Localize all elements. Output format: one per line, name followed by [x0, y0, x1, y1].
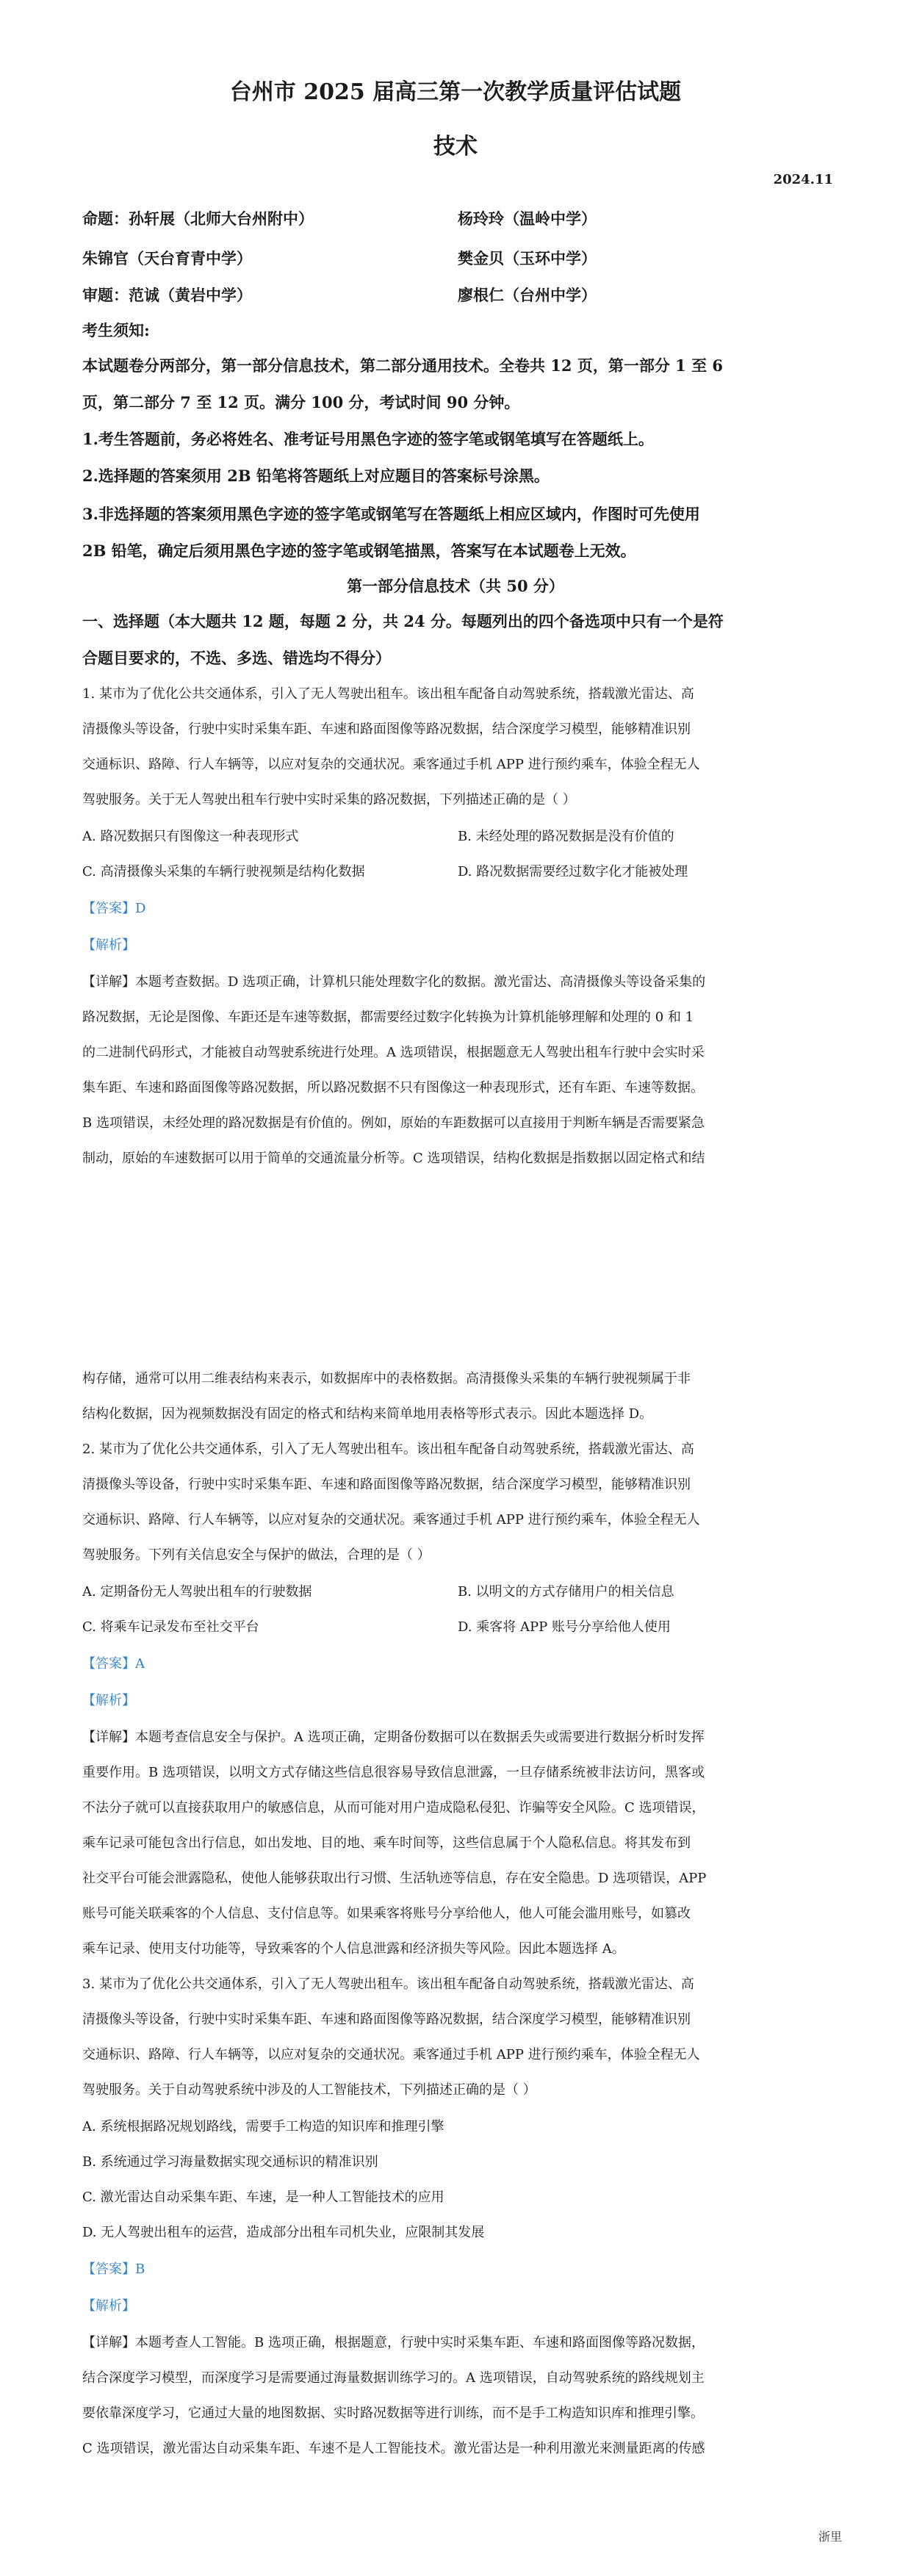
q3-detail: 要依靠深度学习，它通过大量的地图数据、实时路况数据等进行训练，而不是手工构造知识库和推理引擎。: [82, 2406, 704, 2421]
q1-detail-cont: 构存储，通常可以用二维表结构来表示，如数据库中的表格数据。高清摄像头采集的车辆行驶视频属于非: [82, 1371, 691, 1386]
q1-detail: 【详解】本题考查数据。D 选项正确，计算机只能处理数字化的数据。激光雷达、高清摄像头等设备采集的: [82, 974, 706, 990]
q2-stem: 2. 某市为了优化公共交通体系，引入了无人驾驶出租车。该出租车配备自动驾驶系统，搭载激光雷达、高: [82, 1442, 694, 1457]
q2-option-c: C. 将乘车记录发布至社交平台: [82, 1619, 259, 1635]
q3-stem: 驾驶服务。关于自动驾驶系统中涉及的人工智能技术，下列描述正确的是（ ）: [82, 2082, 536, 2098]
instruction-line: 本试题卷分两部分，第一部分信息技术，第二部分通用技术。全卷共 12 页，第一部分 1 至 6: [82, 356, 723, 375]
footer-region-mark: 浙里: [818, 2530, 842, 2544]
author-row-2-right: 樊金贝（玉环中学）: [458, 249, 597, 267]
q3-stem: 清摄像头等设备，行驶中实时采集车距、车速和路面图像等路况数据，结合深度学习模型，能够精准识别: [82, 2012, 691, 2027]
q1-option-b: B. 未经处理的路况数据是没有价值的: [458, 829, 674, 844]
author-row-1-left: 命题：孙轩展（北师大台州附中）: [82, 209, 314, 228]
q1-option-c: C. 高清摄像头采集的车辆行驶视频是结构化数据: [82, 864, 365, 879]
q3-detail: C 选项错误，激光雷达自动采集车距、车速不是人工智能技术。激光雷达是一种利用激光来测量距离的传感: [82, 2441, 705, 2456]
q2-detail: 社交平台可能会泄露隐私，使他人能够获取出行习惯、生活轨迹等信息，存在安全隐患。D 选项错误，APP: [82, 1871, 707, 1886]
instruction-line: 2.选择题的答案须用 2B 铅笔将答题纸上对应题目的答案标号涂黑。: [82, 467, 550, 485]
q1-stem: 1. 某市为了优化公共交通体系，引入了无人驾驶出租车。该出租车配备自动驾驶系统，搭载激光雷达、高: [82, 686, 694, 702]
part1-title: 第一部分信息技术（共 50 分）: [347, 577, 564, 595]
q3-option-d: D. 无人驾驶出租车的运营，造成部分出租车司机失业，应限制其发展: [82, 2225, 485, 2240]
q1-detail: 集车距、车速和路面图像等路况数据，所以路况数据不只有图像这一种表现形式，还有车距、车速等数据。: [82, 1080, 704, 1095]
q2-stem: 交通标识、路障、行人车辆等，以应对复杂的交通状况。乘客通过手机 APP 进行预约乘车，体验全程无人: [82, 1512, 700, 1528]
q3-stem: 交通标识、路障、行人车辆等，以应对复杂的交通状况。乘客通过手机 APP 进行预约乘车，体验全程无人: [82, 2047, 700, 2062]
exam-title: 台州市 2025 届高三第一次教学质量评估试题: [229, 79, 682, 105]
q1-stem: 驾驶服务。关于无人驾驶出租车行驶中实时采集的路况数据，下列描述正确的是（ ）: [82, 792, 576, 807]
q2-detail: 重要作用。B 选项错误，以明文方式存储这些信息很容易导致信息泄露，一旦存储系统被非法访问，黑客或: [82, 1765, 705, 1780]
q1-option-a: A. 路况数据只有图像这一种表现形式: [82, 829, 299, 844]
q2-answer: 【答案】A: [82, 1656, 145, 1672]
q1-answer: 【答案】D: [82, 901, 146, 916]
q3-option-a: A. 系统根据路况规划路线，需要手工构造的知识库和推理引擎: [82, 2119, 444, 2134]
q3-option-c: C. 激光雷达自动采集车距、车速，是一种人工智能技术的应用: [82, 2190, 444, 2205]
q1-stem: 清摄像头等设备，行驶中实时采集车距、车速和路面图像等路况数据，结合深度学习模型，能够精准识别: [82, 722, 691, 737]
q1-stem: 交通标识、路障、行人车辆等，以应对复杂的交通状况。乘客通过手机 APP 进行预约乘车，体验全程无人: [82, 757, 700, 772]
q1-analysis: 【解析】: [82, 938, 135, 953]
q2-detail: 乘车记录、使用支付功能等，导致乘客的个人信息泄露和经济损失等风险。因此本题选择 A。: [82, 1941, 625, 1957]
q2-stem: 清摄像头等设备，行驶中实时采集车距、车速和路面图像等路况数据，结合深度学习模型，能够精准识别: [82, 1477, 691, 1492]
q2-option-d: D. 乘客将 APP 账号分享给他人使用: [458, 1619, 671, 1635]
q2-detail: 【详解】本题考查信息安全与保护。A 选项正确，定期备份数据可以在数据丢失或需要进行数据分析时发挥: [82, 1730, 705, 1745]
instruction-line: 2B 铅笔，确定后须用黑色字迹的签字笔或钢笔描黑，答案写在本试题卷上无效。: [82, 542, 636, 560]
section-heading: 一、选择题（本大题共 12 题，每题 2 分，共 24 分。每题列出的四个备选项中只有一个是符: [82, 612, 724, 630]
q3-detail: 【详解】本题考查人工智能。B 选项正确，根据题意，行驶中实时采集车距、车速和路面图像等路况数据，: [82, 2335, 705, 2350]
author-row-1-right: 杨玲玲（温岭中学）: [458, 209, 597, 228]
q1-detail: 制动，原始的车速数据可以用于简单的交通流量分析等。C 选项错误，结构化数据是指数据以固定格式和结: [82, 1151, 705, 1166]
q2-stem: 驾驶服务。下列有关信息安全与保护的做法，合理的是（ ）: [82, 1547, 431, 1563]
author-row-2-left: 朱锦官（天台育青中学）: [82, 249, 252, 267]
q2-detail: 不法分子就可以直接获取用户的敏感信息，从而可能对用户造成隐私侵犯、诈骗等安全风险。C 选项错误，: [82, 1800, 705, 1816]
exam-date: 2024.11: [773, 172, 833, 187]
q3-analysis: 【解析】: [82, 2298, 135, 2314]
q1-detail: B 选项错误，未经处理的路况数据是有价值的。例如，原始的车距数据可以直接用于判断车辆是否需要紧急: [82, 1115, 705, 1131]
q1-detail: 的二进制代码形式，才能被自动驾驶系统进行处理。A 选项错误，根据题意无人驾驶出租车行驶中会实时采: [82, 1045, 705, 1060]
author-row-3-left: 审题：范诚（黄岩中学）: [82, 286, 252, 304]
q1-detail-cont: 结构化数据，因为视频数据没有固定的格式和结构来简单地用表格等形式表示。因此本题选择 D。: [82, 1406, 653, 1422]
q2-analysis: 【解析】: [82, 1693, 135, 1708]
instruction-line: 3.非选择题的答案须用黑色字迹的签字笔或钢笔写在答题纸上相应区域内，作图时可先使用: [82, 505, 700, 523]
q3-answer: 【答案】B: [82, 2262, 145, 2277]
section-heading: 合题目要求的，不选、多选、错选均不得分）: [82, 649, 391, 667]
instructions-heading: 考生须知:: [82, 321, 150, 339]
q3-stem: 3. 某市为了优化公共交通体系，引入了无人驾驶出租车。该出租车配备自动驾驶系统，搭载激光雷达、高: [82, 1976, 694, 1992]
instruction-line: 1.考生答题前，务必将姓名、准考证号用黑色字迹的签字笔或钢笔填写在答题纸上。: [82, 430, 654, 448]
q2-detail: 乘车记录可能包含出行信息，如出发地、目的地、乘车时间等，这些信息属于个人隐私信息。将其发布到: [82, 1835, 691, 1851]
q1-detail: 路况数据，无论是图像、车距还是车速等数据，都需要经过数字化转换为计算机能够理解和处理的 0 和 1: [82, 1010, 694, 1025]
author-row-3-right: 廖根仁（台州中学）: [458, 286, 597, 304]
instruction-line: 页，第二部分 7 至 12 页。满分 100 分，考试时间 90 分钟。: [82, 393, 520, 411]
q2-option-a: A. 定期备份无人驾驶出租车的行驶数据: [82, 1584, 312, 1600]
q3-detail: 结合深度学习模型，而深度学习是需要通过海量数据训练学习的。A 选项错误，自动驾驶系统的路线规划主: [82, 2370, 705, 2386]
q2-option-b: B. 以明文的方式存储用户的相关信息: [458, 1584, 674, 1600]
subject-title: 技术: [433, 134, 478, 159]
q2-detail: 账号可能关联乘客的个人信息、支付信息等。如果乘客将账号分享给他人，他人可能会滥用账号，如篡改: [82, 1906, 691, 1921]
q1-option-d: D. 路况数据需要经过数字化才能被处理: [458, 864, 688, 879]
q3-option-b: B. 系统通过学习海量数据实现交通标识的精准识别: [82, 2154, 378, 2170]
